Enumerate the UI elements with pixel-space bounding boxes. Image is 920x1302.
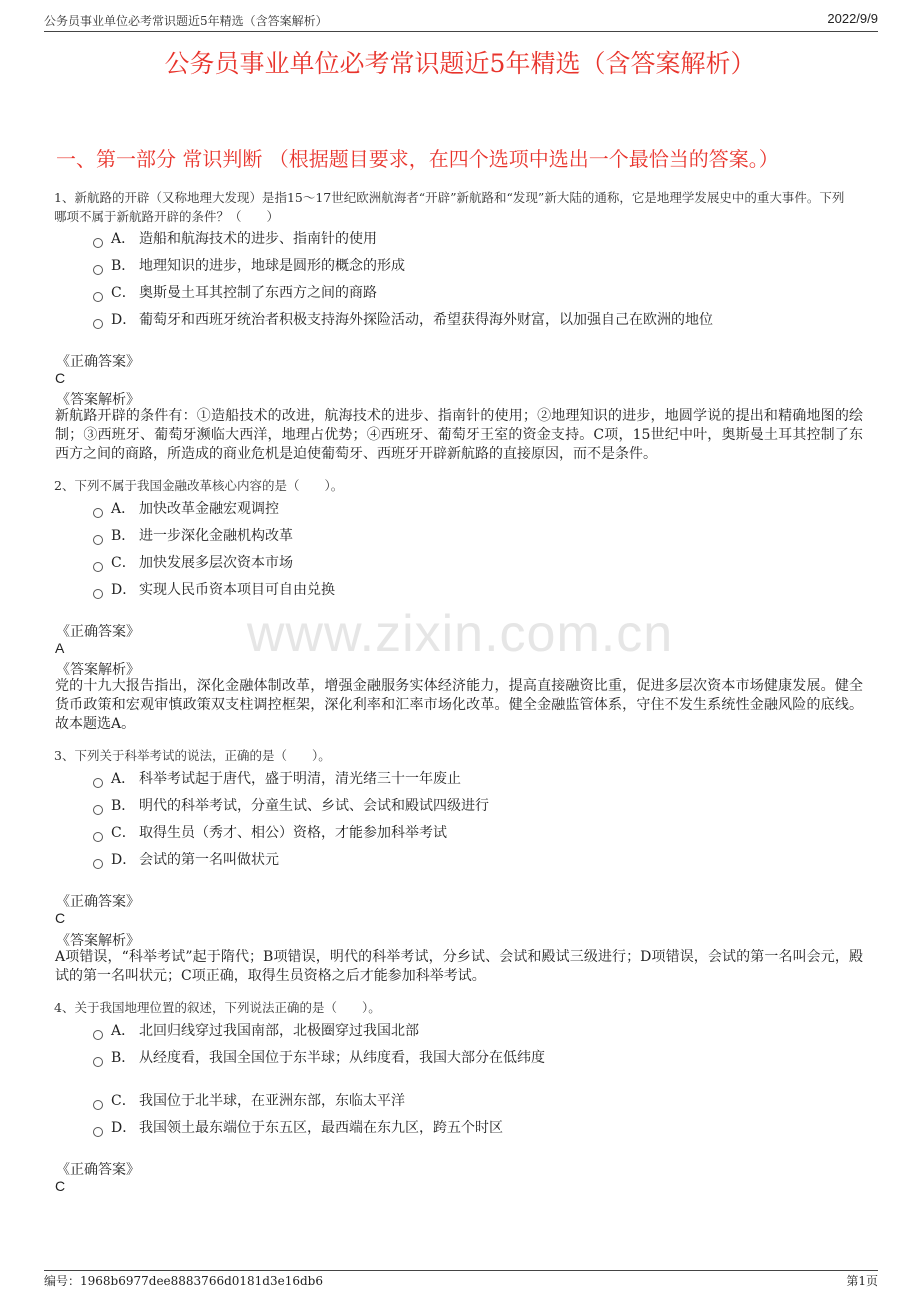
question-4-option-b[interactable] xyxy=(93,1047,545,1067)
question-4-option-c[interactable] xyxy=(93,1090,405,1110)
option-letter: B． xyxy=(111,258,136,274)
question-3-option-a[interactable] xyxy=(93,768,461,788)
option-letter: D． xyxy=(111,582,137,598)
option-text: 葡萄牙和西班牙统治者积极支持海外探险活动，希望获得海外财富，以加强自己在欧洲的地位 xyxy=(139,312,713,328)
question-2-option-c[interactable] xyxy=(93,552,293,572)
question-1-stem xyxy=(54,188,868,226)
radio-icon[interactable] xyxy=(93,292,103,302)
question-3-answer: C xyxy=(55,910,66,926)
option-letter: A． xyxy=(111,1023,136,1039)
option-letter: D． xyxy=(111,312,137,328)
radio-icon[interactable] xyxy=(93,508,103,518)
question-1-option-a[interactable] xyxy=(93,228,377,248)
question-1-stem-line1: 1、新航路的开辟（又称地理大发现）是指15～17世纪欧洲航海者“开辟”新航路和“发现”新大陆的通称，它是地理学发展史中的重大事件。下列 xyxy=(54,190,845,205)
header-doc-name: 公务员事业单位必考常识题近5年精选（含答案解析） xyxy=(44,14,328,28)
question-1-explanation: 新航路开辟的条件有：①造船技术的改进，航海技术的进步、指南针的使用；②地理知识的进步，地圆学说的提出和精确地图的绘制；③西班牙、葡萄牙濒临大西洋，地理占优势；④西班牙、葡萄牙王室的资金支持。C项，15世纪中叶，奥斯曼土耳其控制了东西方之间的商路，所造成的商业危机是迫使葡萄牙、西班牙开辟新航路的直接原因，而不是条件。 xyxy=(55,408,863,462)
question-4-option-d[interactable] xyxy=(93,1117,503,1137)
option-letter: C． xyxy=(111,555,136,571)
question-3-option-d[interactable] xyxy=(93,849,279,869)
footer-doc-id: 编号：1968b6977dee8883766d0181d3e16db6 xyxy=(44,1274,323,1288)
question-1-option-c[interactable] xyxy=(93,282,377,302)
option-text: 从经度看，我国全国位于东半球；从纬度看，我国大部分在低纬度 xyxy=(139,1050,545,1066)
question-1-option-d[interactable] xyxy=(93,309,713,329)
option-text: 奥斯曼土耳其控制了东西方之间的商路 xyxy=(139,285,377,301)
radio-icon[interactable] xyxy=(93,859,103,869)
radio-icon[interactable] xyxy=(93,535,103,545)
option-text: 我国领土最东端位于东五区，最西端在东九区，跨五个时区 xyxy=(139,1120,503,1136)
question-4-stem-line1: 4、关于我国地理位置的叙述，下列说法正确的是（ ）。 xyxy=(54,1000,381,1015)
footer-page-number: 第1页 xyxy=(846,1274,878,1288)
option-letter: C． xyxy=(111,1093,136,1109)
question-1-explanation-label: 《答案解析》 xyxy=(56,392,140,408)
option-text: 地理知识的进步，地球是圆形的概念的形成 xyxy=(139,258,405,274)
option-text: 我国位于北半球，在亚洲东部，东临太平洋 xyxy=(139,1093,405,1109)
question-2-explanation: 党的十九大报告指出，深化金融体制改革，增强金融服务实体经济能力，提高直接融资比重，促进多层次资本市场健康发展。健全货币政策和宏观审慎政策双支柱调控框架，深化利率和汇率市场化改革。健全金融监管体系，守住不发生系统性金融风险的底线。故本题选A。 xyxy=(55,678,863,732)
question-4-stem xyxy=(54,998,868,1017)
radio-icon[interactable] xyxy=(93,562,103,572)
question-1-stem-line2: 哪项不属于新航路开辟的条件？（ ） xyxy=(54,209,280,224)
option-letter: B． xyxy=(111,1050,136,1066)
header-divider xyxy=(44,31,878,32)
page-title: 公务员事业单位必考常识题近5年精选（含答案解析） xyxy=(164,49,756,78)
question-1-option-b[interactable] xyxy=(93,255,405,275)
radio-icon[interactable] xyxy=(93,589,103,599)
question-1-answer: C xyxy=(55,370,66,386)
option-letter: C． xyxy=(111,825,136,841)
section-title: 一、第一部分 常识判断 （根据题目要求，在四个选项中选出一个最恰当的答案。） xyxy=(56,147,779,171)
option-letter: D． xyxy=(111,852,137,868)
option-letter: C． xyxy=(111,285,136,301)
radio-icon[interactable] xyxy=(93,1127,103,1137)
radio-icon[interactable] xyxy=(93,238,103,248)
option-text: 明代的科举考试，分童生试、乡试、会试和殿试四级进行 xyxy=(139,798,489,814)
option-text: 进一步深化金融机构改革 xyxy=(139,528,293,544)
footer-divider xyxy=(44,1270,878,1271)
question-3-explanation: A项错误，“科举考试”起于隋代；B项错误，明代的科举考试，分乡试、会试和殿试三级进行；D项错误，会试的第一名叫会元，殿试的第一名叫状元；C项正确，取得生员资格之后才能参加科举考试。 xyxy=(55,949,863,984)
question-2-option-d[interactable] xyxy=(93,579,335,599)
header-date: 2022/9/9 xyxy=(827,11,878,26)
question-1-answer-label: 《正确答案》 xyxy=(56,354,140,370)
radio-icon[interactable] xyxy=(93,265,103,275)
option-letter: A． xyxy=(111,501,136,517)
option-text: 会试的第一名叫做状元 xyxy=(139,852,279,868)
option-letter: A． xyxy=(111,231,136,247)
radio-icon[interactable] xyxy=(93,1030,103,1040)
question-2-option-a[interactable] xyxy=(93,498,279,518)
question-3-option-b[interactable] xyxy=(93,795,489,815)
question-2-stem-line1: 2、下列不属于我国金融改革核心内容的是（ ）。 xyxy=(54,478,344,493)
watermark: www.zixin.com.cn xyxy=(246,605,674,663)
option-text: 北回归线穿过我国南部，北极圈穿过我国北部 xyxy=(139,1023,419,1039)
option-text: 科举考试起于唐代，盛于明清，清光绪三十一年废止 xyxy=(139,771,461,787)
question-3-stem-line1: 3、下列关于科举考试的说法，正确的是（ ）。 xyxy=(54,748,331,763)
radio-icon[interactable] xyxy=(93,1100,103,1110)
question-3-explanation-label: 《答案解析》 xyxy=(56,933,140,949)
question-3-stem xyxy=(54,746,868,765)
radio-icon[interactable] xyxy=(93,319,103,329)
question-3-answer-label: 《正确答案》 xyxy=(56,894,140,910)
option-text: 实现人民币资本项目可自由兑换 xyxy=(139,582,335,598)
question-2-answer: A xyxy=(55,640,65,656)
option-letter: A． xyxy=(111,771,136,787)
option-letter: D． xyxy=(111,1120,137,1136)
question-3-option-c[interactable] xyxy=(93,822,447,842)
option-letter: B． xyxy=(111,798,136,814)
question-2-stem xyxy=(54,476,868,495)
option-text: 取得生员（秀才、相公）资格，才能参加科举考试 xyxy=(139,825,447,841)
question-4-answer-label: 《正确答案》 xyxy=(56,1162,140,1178)
option-letter: B． xyxy=(111,528,136,544)
question-2-option-b[interactable] xyxy=(93,525,293,545)
radio-icon[interactable] xyxy=(93,778,103,788)
question-4-option-a[interactable] xyxy=(93,1020,419,1040)
radio-icon[interactable] xyxy=(93,832,103,842)
question-2-explanation-label: 《答案解析》 xyxy=(56,662,140,678)
question-4-answer: C xyxy=(55,1178,66,1194)
radio-icon[interactable] xyxy=(93,805,103,815)
option-text: 加快发展多层次资本市场 xyxy=(139,555,293,571)
question-2-answer-label: 《正确答案》 xyxy=(56,624,140,640)
radio-icon[interactable] xyxy=(93,1057,103,1067)
option-text: 加快改革金融宏观调控 xyxy=(139,501,279,517)
option-text: 造船和航海技术的进步、指南针的使用 xyxy=(139,231,377,247)
